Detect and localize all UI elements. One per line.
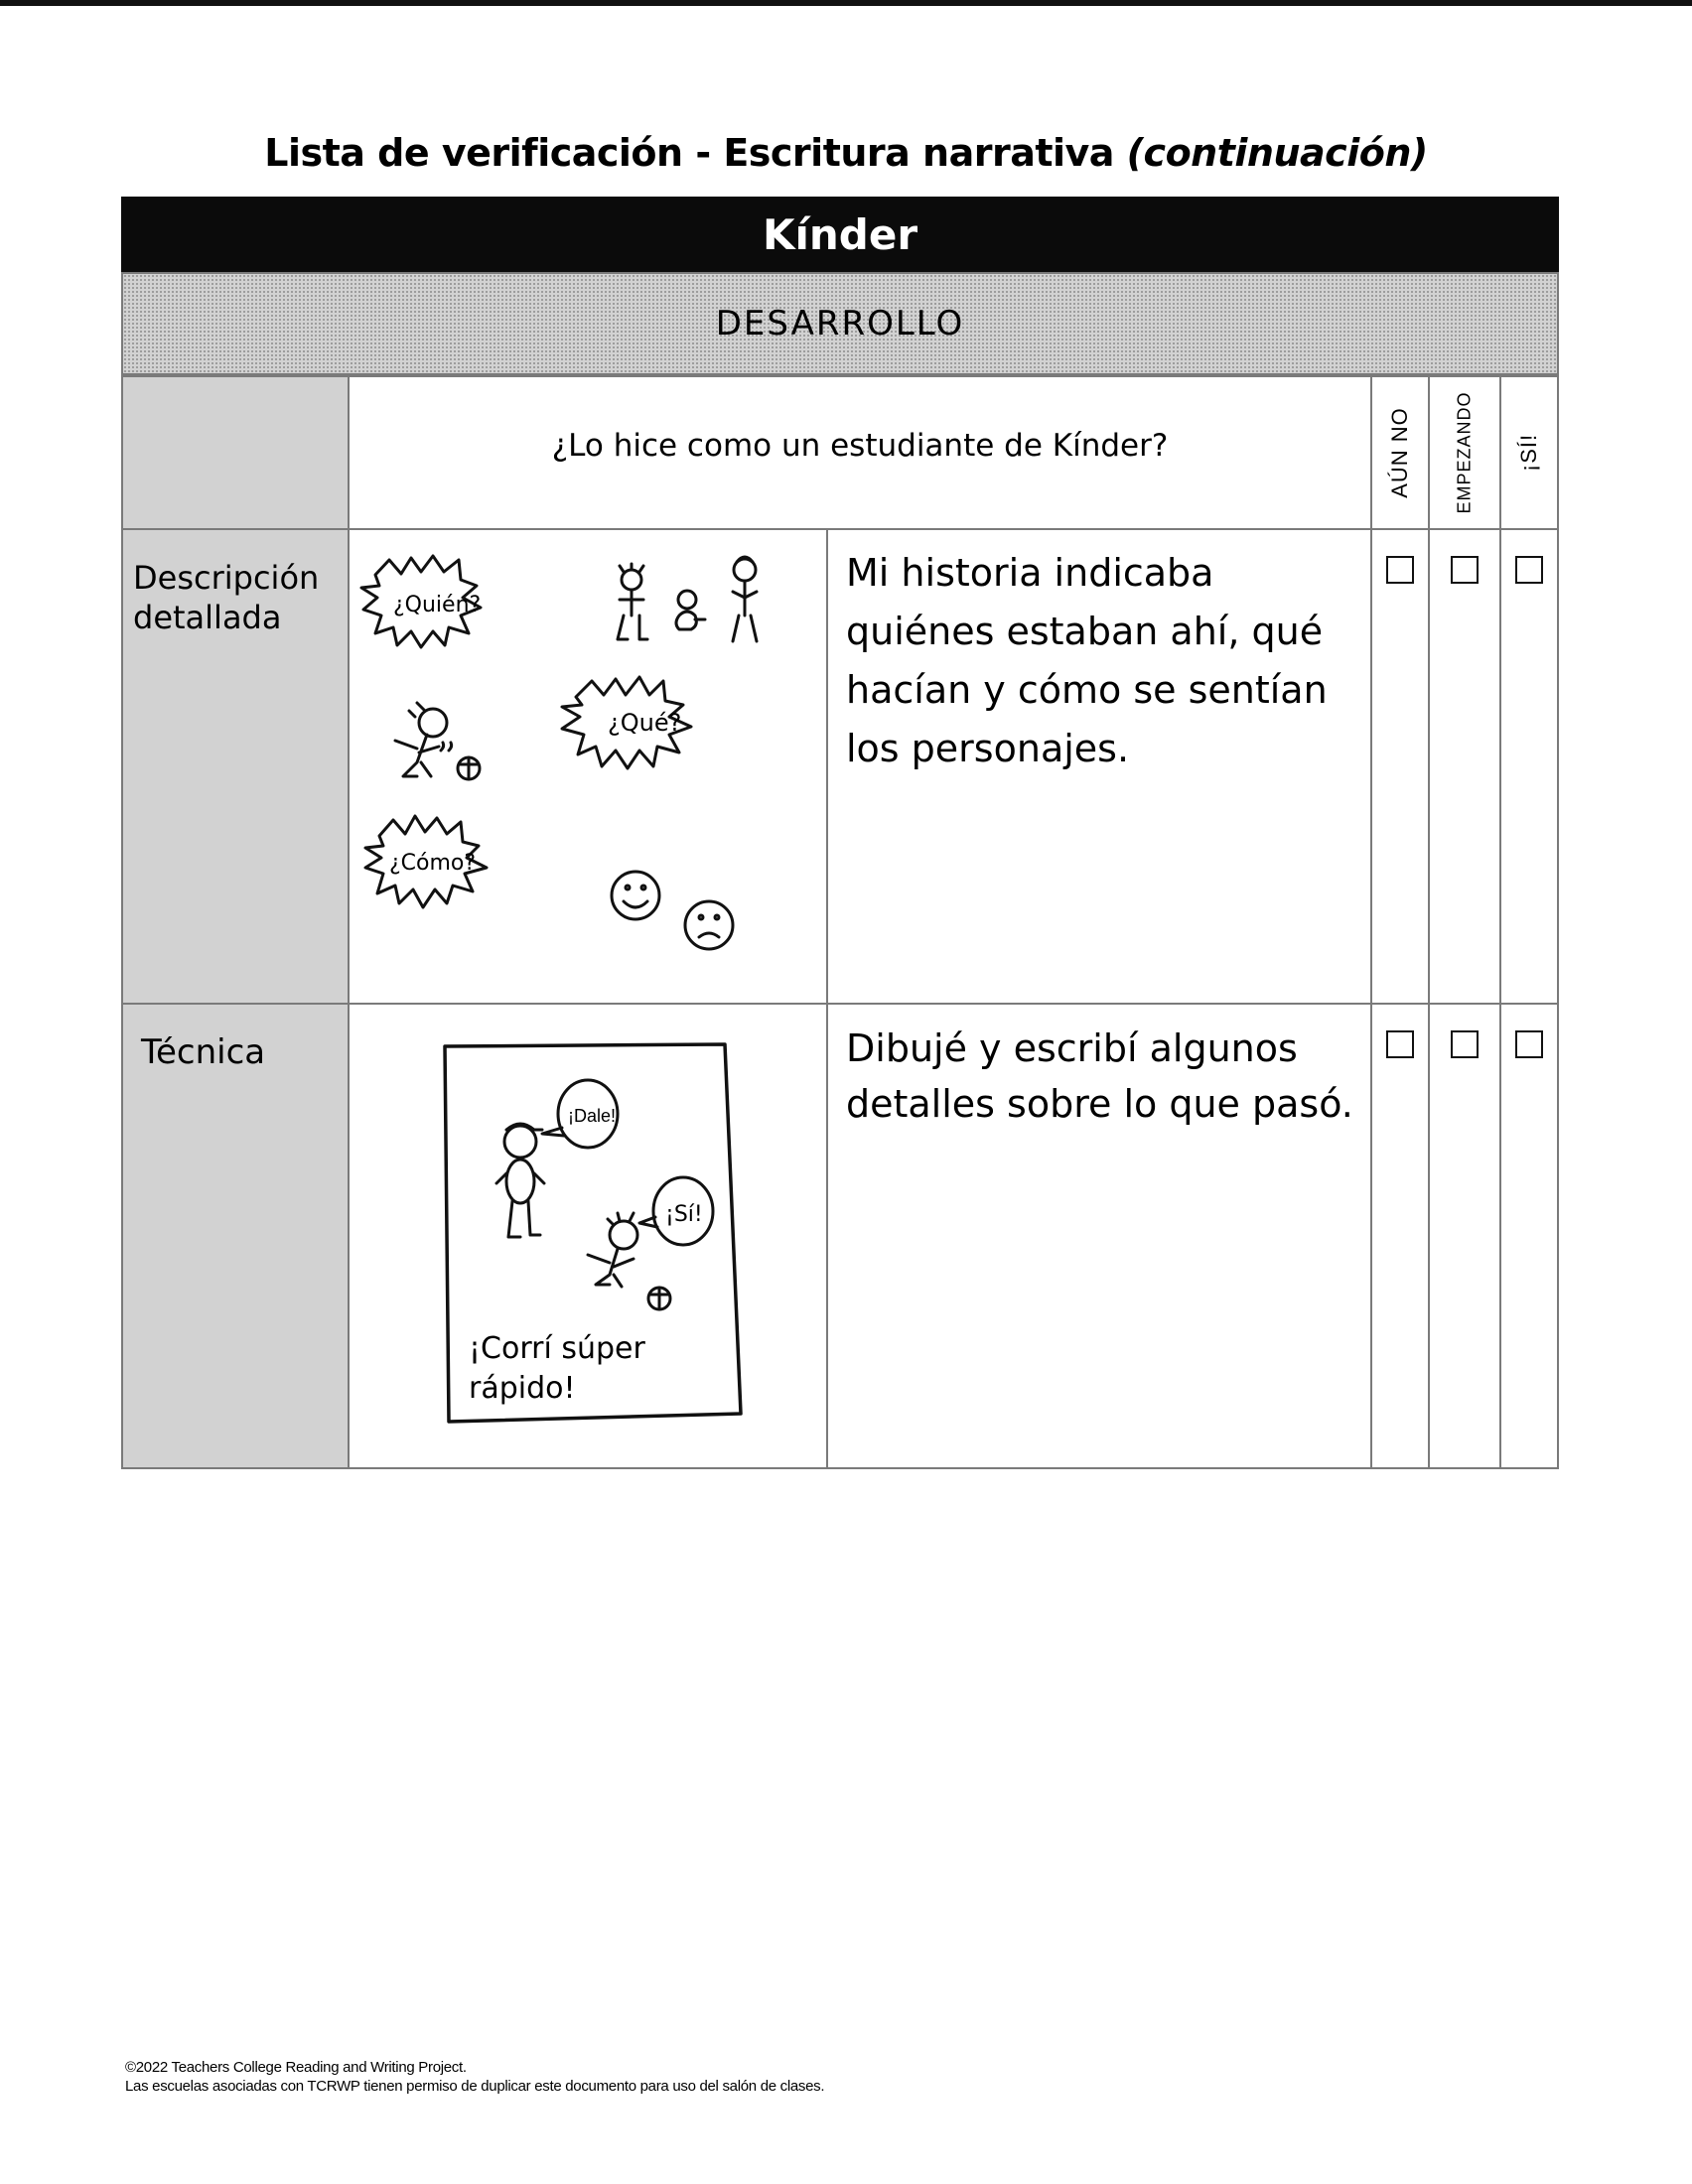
stick-figures-drawing <box>350 530 830 1007</box>
three-figures-icon <box>618 557 757 641</box>
illustration-story-page <box>348 1003 828 1469</box>
running-figure-icon <box>395 703 480 779</box>
section-header: DESARROLLO <box>121 272 1559 375</box>
column-label-not-yet: AÚN NO <box>1387 407 1412 498</box>
title-main: Lista de verificación - Escritura narrativa <box>264 131 1127 175</box>
cell-not-yet-2 <box>1370 1003 1430 1469</box>
cell-starting-2 <box>1428 1003 1501 1469</box>
illustration-who-what-how <box>348 528 828 1005</box>
cell-yes-1 <box>1499 528 1559 1005</box>
header-blank-cell <box>121 375 350 530</box>
figure-with-cap-icon <box>496 1124 544 1237</box>
column-label-yes: ¡SÍ! <box>1516 433 1541 473</box>
cell-yes-2 <box>1499 1003 1559 1469</box>
top-border-line <box>0 0 1692 6</box>
caption-line2: rápido! <box>469 1371 576 1406</box>
grade-header: Kínder <box>121 197 1559 272</box>
footer <box>125 2058 824 2096</box>
criterion-text-detailed-description <box>826 528 1372 1005</box>
column-header-starting <box>1428 375 1501 530</box>
column-label-starting: EMPEZANDO <box>1454 391 1475 514</box>
permission-line: Las escuelas asociadas con TCRWP tienen permiso de duplicar este documento para uso del salón de clases. <box>125 2078 825 2095</box>
checkbox-yes-technique[interactable] <box>1515 1030 1543 1058</box>
question-text: ¿Lo hice como un estudiante de Kínder? <box>551 428 1169 464</box>
checklist-table <box>121 197 1559 1469</box>
column-header-yes <box>1499 375 1559 530</box>
sad-face-icon <box>685 901 733 949</box>
title-continuation: (continuación) <box>1126 131 1428 175</box>
checkbox-yes-detailed-description[interactable] <box>1515 556 1543 584</box>
page-title <box>0 131 1692 175</box>
criterion-label-line2: detallada <box>133 599 282 636</box>
bubble-who-text: ¿Quién? <box>393 593 482 617</box>
happy-face-icon <box>612 872 659 919</box>
bubble-how-text: ¿Cómo? <box>389 851 477 876</box>
checkbox-starting-detailed-description[interactable] <box>1451 556 1479 584</box>
bubble-go-text: ¡Dale! <box>568 1106 617 1126</box>
story-page-drawing <box>350 1005 830 1471</box>
criterion-description: Dibujé y escribí algunos detalles sobre lo que pasó. <box>846 1026 1353 1126</box>
criterion-text-technique <box>826 1003 1372 1469</box>
criterion-label-technique <box>121 1003 350 1469</box>
checkbox-not-yet-detailed-description[interactable] <box>1386 556 1414 584</box>
copyright-line: ©2022 Teachers College Reading and Writing Project. <box>125 2059 467 2076</box>
bubble-what-text: ¿Qué? <box>608 709 682 737</box>
cell-starting-1 <box>1428 528 1501 1005</box>
criterion-label-detailed-description <box>121 528 350 1005</box>
caption-line1: ¡Corrí súper <box>469 1331 645 1366</box>
criterion-label-line1: Descripción <box>133 559 320 597</box>
criterion-description: Mi historia indicaba quiénes estaban ahí, qué hacían y cómo se sentían los personajes. <box>846 551 1328 770</box>
checkbox-starting-technique[interactable] <box>1451 1030 1479 1058</box>
criterion-label-text: Técnica <box>141 1032 266 1072</box>
question-cell <box>348 375 1372 530</box>
bubble-yes-text: ¡Sí! <box>665 1202 703 1227</box>
column-header-not-yet <box>1370 375 1430 530</box>
checkbox-not-yet-technique[interactable] <box>1386 1030 1414 1058</box>
cell-not-yet-1 <box>1370 528 1430 1005</box>
